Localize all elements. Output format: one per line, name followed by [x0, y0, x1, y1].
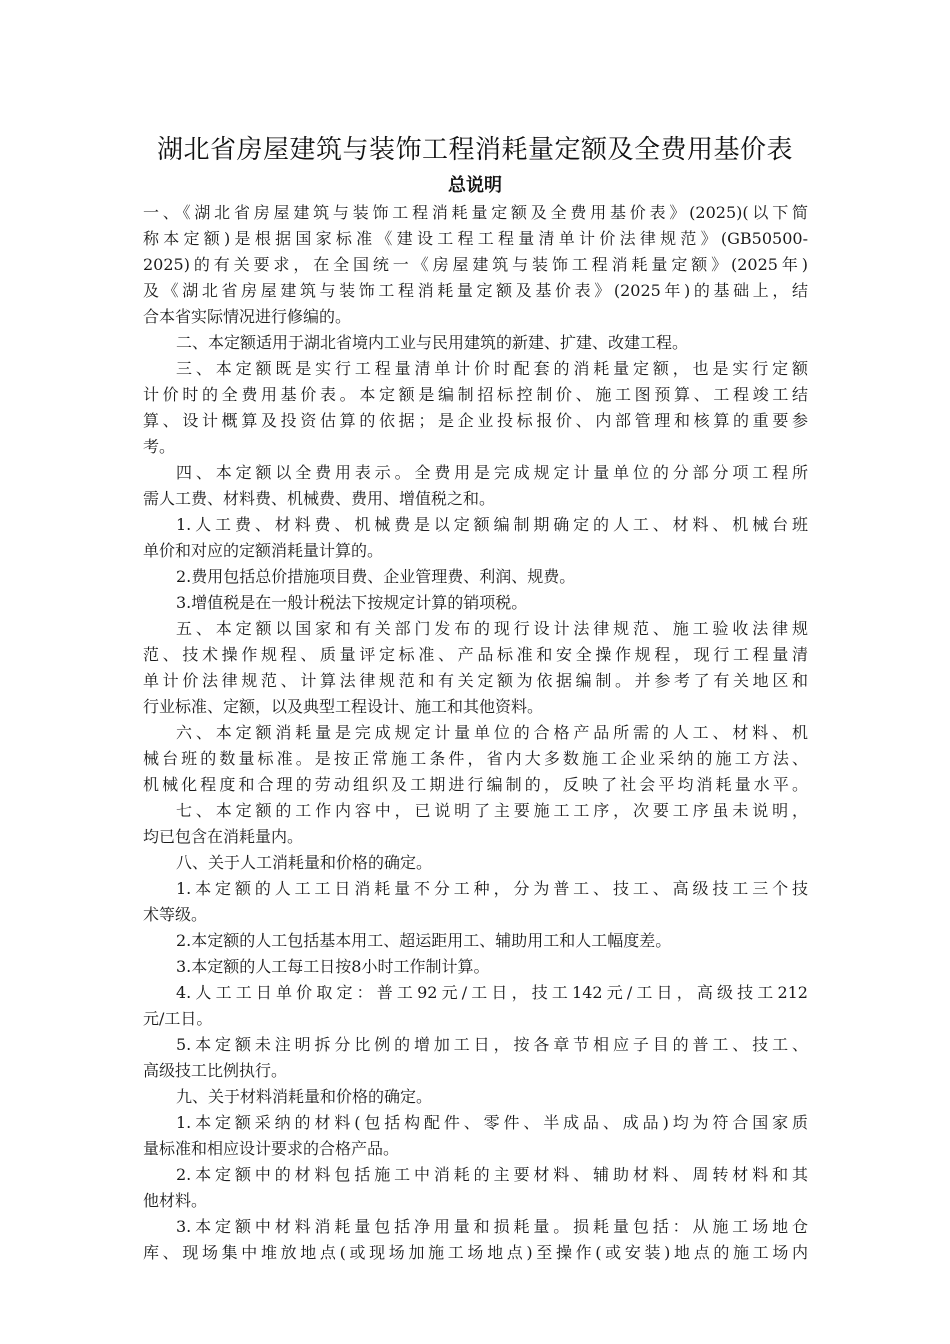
text-line: 二、本定额适用于湖北省境内工业与民用建筑的新建、扩建、改建工程。	[176, 333, 689, 352]
text-line: 库、现场集中堆放地点(或现场加施工场地点)至操作(或安装)地点的施工场内	[143, 1243, 808, 1262]
text-line: 及《湖北省房屋建筑与装饰工程消耗量定额及基价表》(2025年)的基础上，结	[143, 281, 808, 300]
text-line: 三、本定额既是实行工程量清单计价时配套的消耗量定额，也是实行定额	[176, 359, 808, 378]
text-line: 量标准和相应设计要求的合格产品。	[143, 1139, 400, 1158]
text-line: 四、本定额以全费用表示。全费用是完成规定计量单位的分部分项工程所	[176, 463, 808, 482]
text-line: 单价和对应的定额消耗量计算的。	[143, 541, 384, 560]
text-line: 九、关于材料消耗量和价格的确定。	[176, 1087, 433, 1106]
text-line: 元/工日。	[143, 1009, 213, 1028]
text-line: 5.本定额未注明拆分比例的增加工日，按各章节相应子目的普工、技工、	[176, 1035, 808, 1054]
document-body	[143, 200, 808, 1266]
text-line: 2.本定额的人工包括基本用工、超运距用工、辅助用工和人工幅度差。	[176, 931, 672, 950]
text-line: 均已包含在消耗量内。	[143, 827, 304, 846]
text-line: 1.本定额采纳的材料(包括构配件、零件、半成品、成品)均为符合国家质	[176, 1113, 808, 1132]
text-line: 合本省实际情况进行修编的。	[143, 307, 352, 326]
text-line: 一、《湖北省房屋建筑与装饰工程消耗量定额及全费用基价表》(2025)(以下简	[143, 203, 808, 222]
text-line: 五、本定额以国家和有关部门发布的现行设计法律规范、施工验收法律规	[176, 619, 808, 638]
document-title: 湖北省房屋建筑与装饰工程消耗量定额及全费用基价表	[156, 135, 793, 165]
text-line: 算、设计概算及投资估算的依据；是企业投标报价、内部管理和核算的重要参	[143, 411, 808, 430]
text-line: 他材料。	[143, 1191, 208, 1210]
text-line: 4.人工工日单价取定：普工92元/工日，技工142元/工日，高级技工212	[176, 983, 808, 1002]
text-line: 范、技术操作规程、质量评定标准、产品标准和安全操作规程，现行工程量清	[143, 645, 808, 664]
text-line: 械台班的数量标准。是按正常施工条件，省内大多数施工企业采纳的施工方法、	[143, 749, 808, 768]
text-line: 1.人工费、材料费、机械费是以定额编制期确定的人工、材料、机械台班	[176, 515, 808, 534]
text-line: 3.本定额的人工每工日按8小时工作制计算。	[176, 957, 490, 976]
text-line: 2.费用包括总价措施项目费、企业管理费、利润、规费。	[176, 567, 576, 586]
text-line: 3.本定额中材料消耗量包括净用量和损耗量。损耗量包括：从施工场地仓	[176, 1217, 808, 1236]
text-line: 称本定额)是根据国家标准《建设工程工程量清单计价法律规范》(GB50500-	[143, 229, 808, 248]
text-line: 单计价法律规范、计算法律规范和有关定额为依据编制。并参考了有关地区和	[143, 671, 808, 690]
text-line: 七、本定额的工作内容中，已说明了主要施工工序，次要工序虽未说明，	[176, 801, 808, 820]
text-line: 机械化程度和合理的劳动组织及工期进行编制的，反映了社会平均消耗量水平。	[143, 775, 808, 794]
section-heading: 总说明	[448, 175, 502, 196]
text-line: 需人工费、材料费、机械费、费用、增值税之和。	[143, 489, 496, 508]
text-line: 计价时的全费用基价表。本定额是编制招标控制价、施工图预算、工程竣工结	[143, 385, 808, 404]
text-line: 术等级。	[143, 905, 208, 924]
text-line: 高级技工比例执行。	[143, 1061, 288, 1080]
text-line: 1.本定额的人工工日消耗量不分工种，分为普工、技工、高级技工三个技	[176, 879, 808, 898]
text-line: 行业标准、定额，以及典型工程设计、施工和其他资料。	[143, 697, 544, 716]
text-line: 2.本定额中的材料包括施工中消耗的主要材料、辅助材料、周转材料和其	[176, 1165, 808, 1184]
text-line: 六、本定额消耗量是完成规定计量单位的合格产品所需的人工、材料、机	[176, 723, 808, 742]
text-line: 八、关于人工消耗量和价格的确定。	[176, 853, 433, 872]
text-line: 2025)的有关要求，在全国统一《房屋建筑与装饰工程消耗量定额》(2025年)	[143, 255, 808, 274]
text-line: 考。	[143, 437, 176, 456]
text-line: 3.增值税是在一般计税法下按规定计算的销项税。	[176, 593, 528, 612]
